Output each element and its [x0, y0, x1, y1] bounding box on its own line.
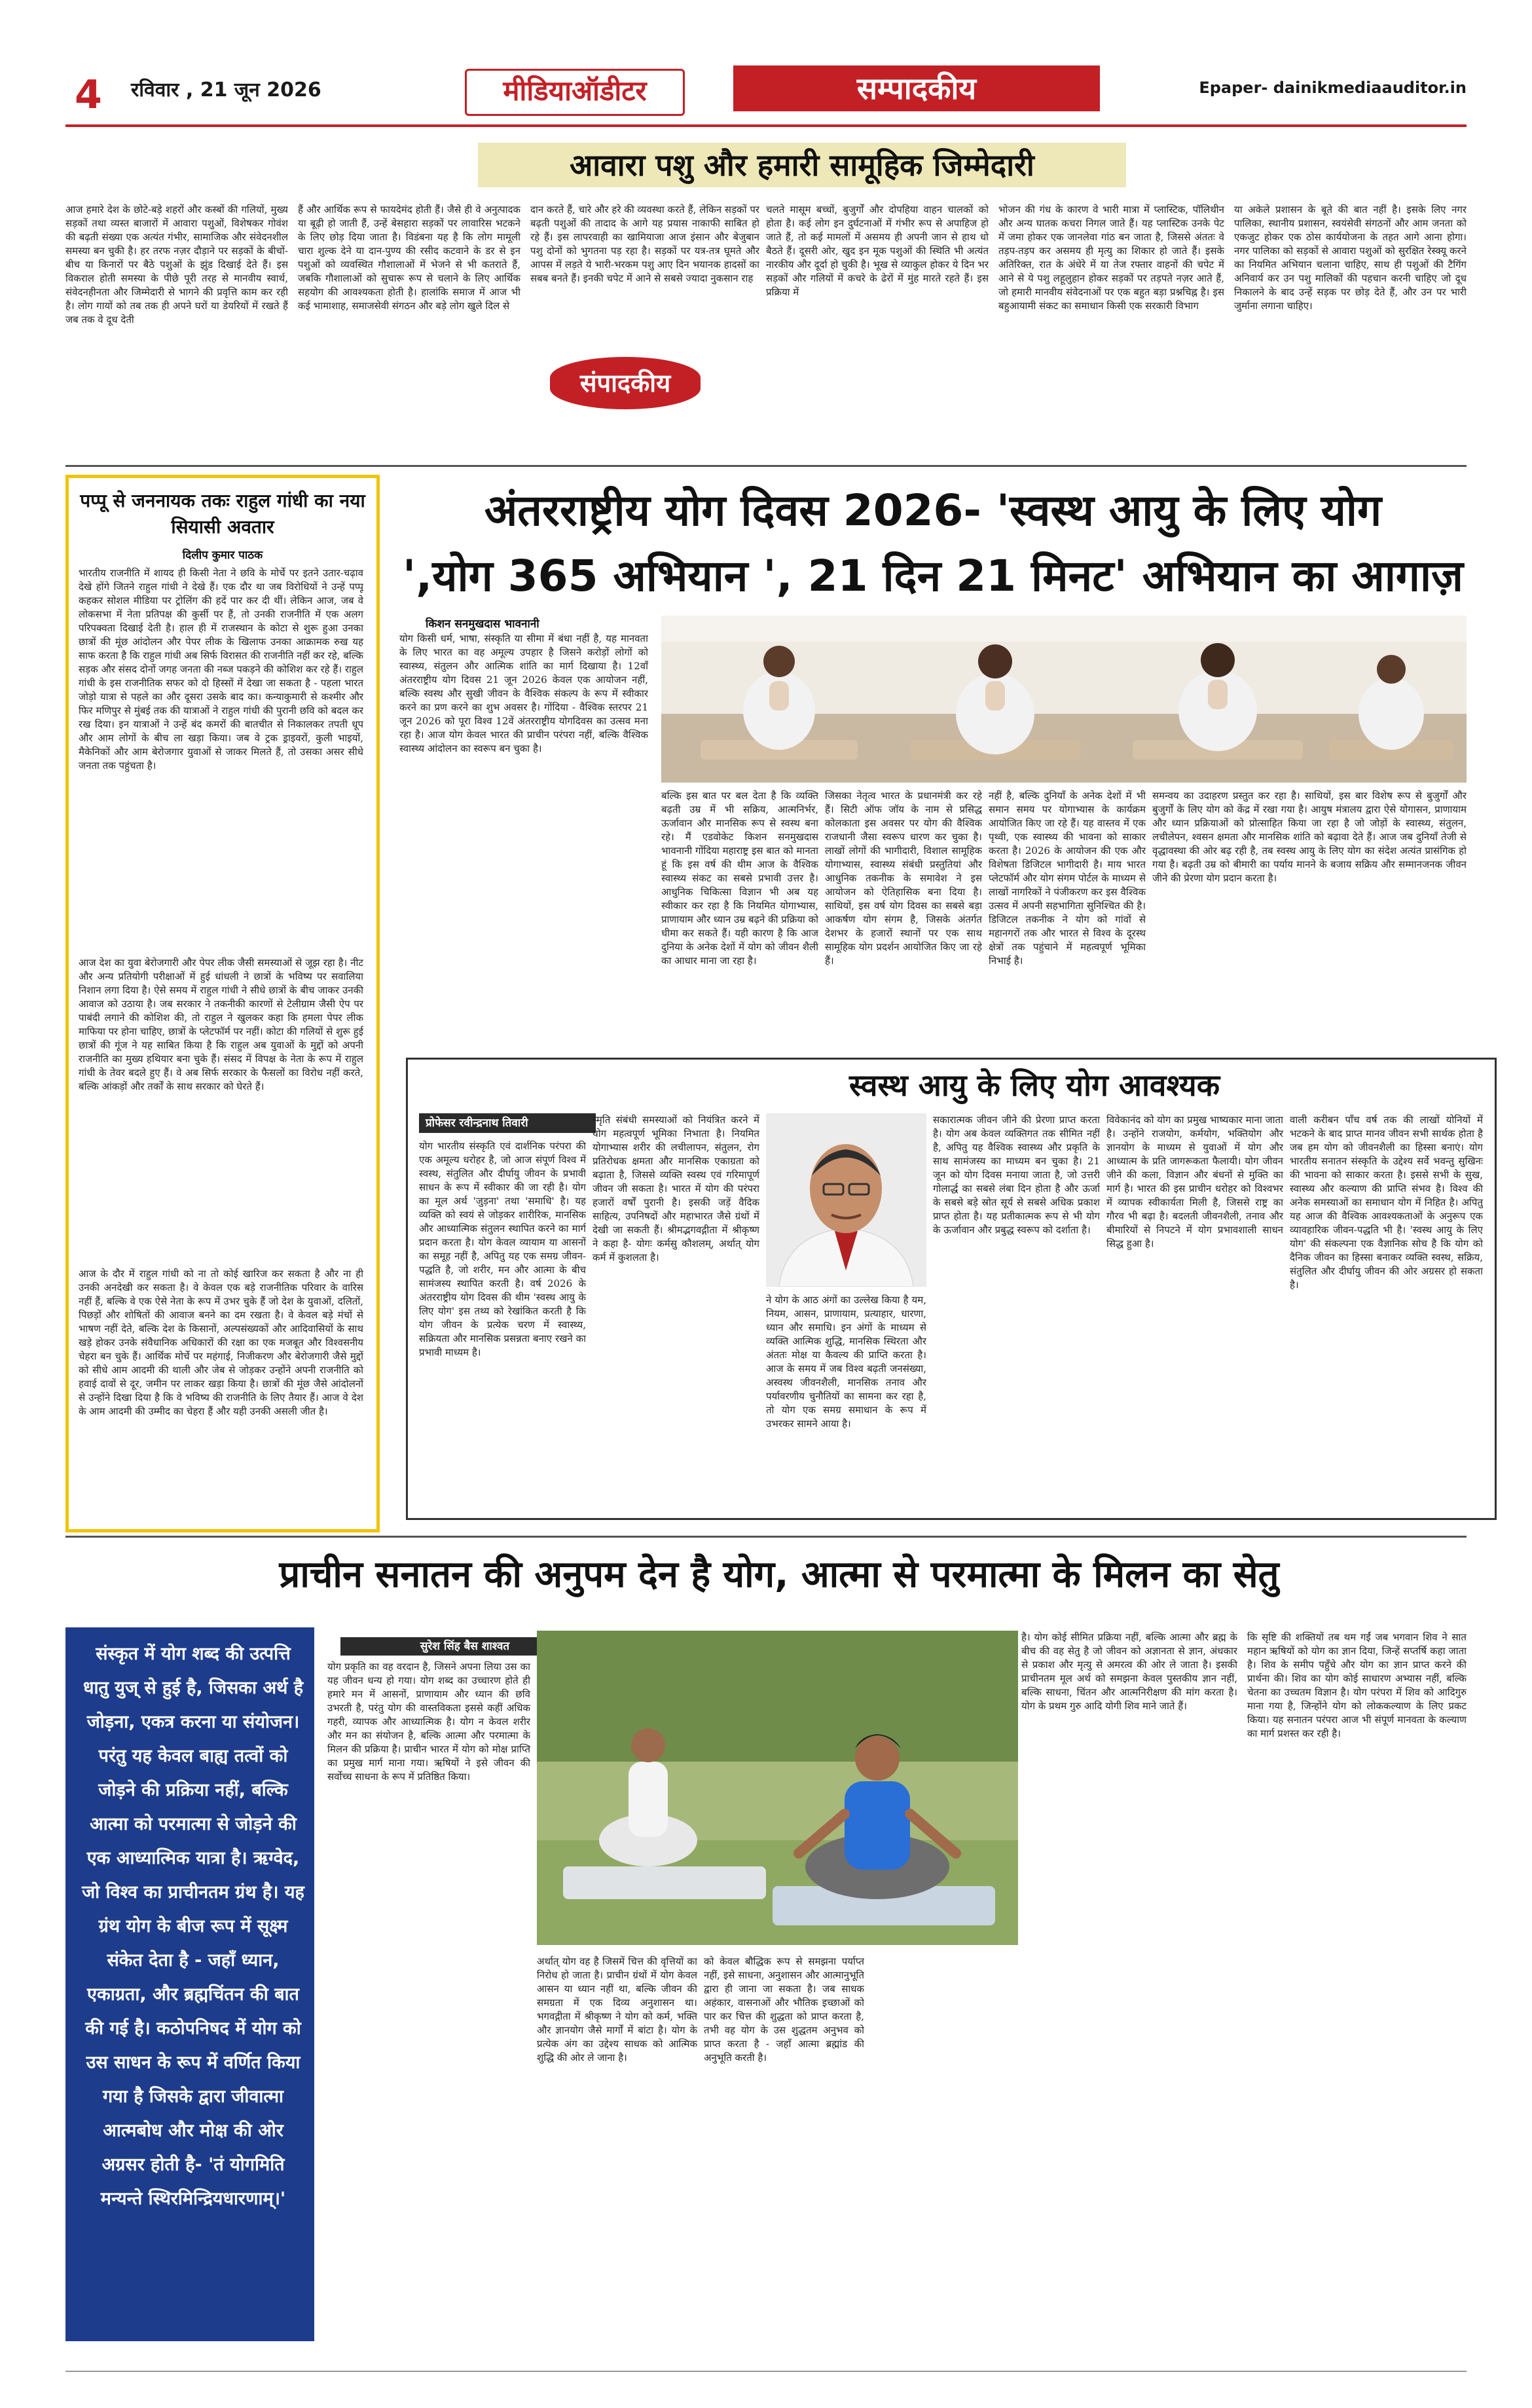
swasthya-column-e: विवेकानंद को योग का प्रमुख भाष्यकार माना जाता है। उन्होंने राजयोग, कर्मयोग, भक्तियोग और ज्ञानयोग के माध्यम से युवाओं में योग और आध्यात्म के प्रति जागरूकता फैलायी। योग जीवन जीने की कला, विज्ञान और बंधनों से मुक्ति का मार्ग है। भारत की इस प्राचीन धरोहर को विश्वभर में व्यापक स्वीकार्यता मिली है, जिससे राष्ट्र का गौरव भी बढ़ा है। बदलती जीवनशैली, तनाव और बीमारियों से निपटने में योग प्रभावशाली साधन सिद्ध हुआ है।	[1106, 1114, 1283, 1250]
editorial-column-5: भोजन की गंध के कारण वे भारी मात्रा में प्लास्टिक, पॉलिथीन और अन्य घातक कचरा निगल जाते हैं। यह प्लास्टिक उनके पेट में जमा होकर एक जानलेवा गांठ बन जाता है, जिससे अंततः वे तड़प-तड़प कर असमय ही मृत्यु का शिकार हो जाते हैं। इसके अतिरिक्त, रात के अंधेरे में या तेज रफ्तार वाहनों की चपेट में आने से ये पशु लहूलुहान होकर सड़कों पर तड़पते नज़र आते हैं, जो हमारी मानवीय संवेदनाओं पर एक बहुत बड़ा प्रश्नचिह्न है। इस बहुआयामी संकट का समाधान किसी एक सरकारी विभाग	[998, 204, 1224, 312]
sanatan-column-a: योग प्रकृति का वह वरदान है, जिसने अपना लिया उस का यह जीवन धन्य हो गया। योग शब्द का उच्चारण होते ही हमारे मन में आसनों, प्राणायाम और ध्यान की छवि उभरती है, परंतु योग की वास्तविकता इससे कहीं अधिक गहरी, व्यापक और आध्यात्मिक है। योग न केवल शरीर और मन का संयोजन है, बल्कि आत्मा और परमात्मा के मिलन की प्रक्रिया है। प्राचीन भारत में योग को मोक्ष प्राप्ति का प्रमुख मार्ग माना गया। ऋषियों ने इसे जीवन की सर्वोच्च साधना के रूप में प्रतिष्ठित किया।	[327, 1661, 530, 1783]
yoga-column-a: योग किसी धर्म, भाषा, संस्कृति या सीमा में बंधा नहीं है, यह मानवता के लिए भारत का वह अमूल्य उपहार है जिसने करोड़ों लोगों को स्वास्थ्य, संतुलन और आत्मिक शांति का मार्ग दिखाया है। 12वाँ अंतरराष्ट्रीय योग दिवस 21 जून 2026 केवल एक आयोजन नहीं, बल्कि स्वस्थ और सुखी जीवन के वैश्विक संकल्प के रूप में स्वीकार करने का प्रण करने का शुभ अवसर है। गोंदिया - वैश्विक स्तरपर 21 जून 2026 को पूरा विश्व 12वें अंतरराष्ट्रीय योगदिवस का उत्सव मना रहा है। आज योग केवल भारत की प्राचीन परंपरा नहीं, बल्कि वैश्विक स्वास्थ्य आंदोलन का स्वरूप बन चुका है।	[399, 633, 648, 754]
swasthya-column-d: सकारात्मक जीवन जीने की प्रेरणा प्राप्त करता है। योग अब केवल व्यक्तिगत तक सीमित नहीं है, अपितु यह वैश्विक स्वास्थ्य और प्रकृति के साथ सामंजस्य का माध्यम बन चुका है। 21 जून को योग दिवस मनाया जाता है, जो उत्तरी गोलार्द्ध का सबसे लंबा दिन होता है और ऊर्जा के सबसे बड़े स्रोत सूर्य से सबसे अधिक प्रकाश प्राप्त होता है। यह प्रतीकात्मक रूप से भी योग के ऊर्जावान और प्रबुद्ध स्वरूप को दर्शाता है।	[933, 1114, 1100, 1236]
sanatan-headline: प्राचीन सनातन की अनुपम देन है योग, आत्मा से परमात्मा के मिलन का सेतु	[279, 1553, 1279, 1596]
editorial-column-2: हैं और आर्थिक रूप से फायदेमंद होती हैं। जैसे ही वे अनुत्पादक या बूढ़ी हो जाती हैं, उन्हें बेसहारा सड़कों पर लावारिस भटकने के लिए छोड़ दिया जाता है। विडंबना यह है कि लोग मामूली चारा शुल्क देने या दान-पुण्य की रसीद कटवाने के डर से इन पशुओं को व्यवस्थित गौशालाओं में भेजने से भी कतराते हैं, जबकि गौशालाओं को सुचारू रूप से चलाने के लिए आर्थिक सहयोग की आवश्यकता होती है। हालांकि समाज में आज भी कई भामाशाह, समाजसेवी संगठन और बड़े लोग खुले दिल से	[298, 204, 520, 312]
footer-rule	[65, 2371, 1467, 2372]
sidebar-para-1: भारतीय राजनीति में शायद ही किसी नेता ने छवि के मोर्चे पर इतने उतार-चढ़ाव देखे होंगे जितने राहुल गांधी ने देखे हैं। एक दौर था जब विरोधियों ने उन्हें पप्पू कहकर सोशल मीडिया पर ट्रोलिंग की हदें पार कर दी थीं। लेकिन आज, जब वे लोकसभा में नेता प्रतिपक्ष की कुर्सी पर हैं, तो उनकी राजनीति में एक अलग परिपक्वता दिखाई देती है। हाल ही में राजस्थान के कोटा से शुरू हुआ उनका छात्रों की मूंछ आंदोलन और पेपर लीक के खिलाफ उनका आक्रामक रुख यह साफ करता है कि राहुल गांधी अब सिर्फ विरासत की राजनीति नहीं कर रहे, बल्कि सड़क और संसद दोनों जगह जनता की नब्ज पकड़ने की कोशिश कर रहे हैं। राहुल गांधी के इस राजनीतिक सफर को दो हिस्सों में देखा जा सकता है - पहला भारत जोड़ो यात्रा से पहले का और दूसरा उसके बाद का। कन्याकुमारी से कश्मीर और फिर मणिपुर से मुंबई तक की यात्राओं ने राहुल गांधी की पुरानी छवि को बदल कर रख दिया। इन यात्राओं ने उन्हें बंद कमरों की बातचीत से निकालकर तपती धूप और आम लोगों के बीच ला खड़ा किया। जब वे ट्रक ड्राइवरों, कुली भाइयों, मैकेनिकों और आम बेरोजगार युवाओं से जाकर मिलते हैं, तो उसका असर सीधे जनता तक पहुंचता है।	[79, 567, 363, 771]
sanatan-column-c: को केवल बौद्धिक रूप से समझना पर्याप्त नहीं, इसे साधना, अनुशासन और आत्मानुभूति द्वारा ही जाना जा सकता है। जब साधक अहंकार, वासनाओं और भौतिक इच्छाओं को पार कर चित्त की शुद्धता को प्राप्त करता है, तभी वह योग के उस शुद्धतम अनुभव को प्राप्त करता है - जहाँ आत्मा ब्रह्मांड की अनुभूति करती है।	[704, 1955, 864, 2064]
author-portrait-illustration	[766, 1113, 926, 1287]
yoga-headline-line-2: ',योग 365 अभियान ', 21 दिन 21 मिनट' अभियान का आगाज़	[402, 551, 1464, 601]
swasthya-column-a: योग भारतीय संस्कृति एवं दार्शनिक परंपरा की एक अमूल्य धरोहर है, जो आज संपूर्ण विश्व में स्वस्थ, संतुलित और दीर्घायु जीवन के प्रभावी साधन के रूप में स्वीकार की जा रही है। योग का मूल अर्थ 'जुड़ना' तथा 'समाधि' है। यह व्यक्ति को स्वयं से जोड़कर शारीरिक, मानसिक और आध्यात्मिक संतुलन स्थापित करने का मार्ग प्रदान करता है। योग केवल व्यायाम या आसनों का समूह नहीं है, अपितु यह एक समग्र जीवन-पद्धति है, जो शरीर, मन और आत्मा के बीच सामंजस्य स्थापित करती है। वर्ष 2026 के अंतरराष्ट्रीय योग दिवस की थीम 'स्वस्थ आयु के लिए योग' इस तथ्य को रेखांकित करती है कि योग जीवन के प्रत्येक चरण में स्वास्थ्य, सक्रियता और मानसिक प्रसन्नता बनाए रखने का प्रभावी माध्यम है।	[419, 1140, 586, 1358]
editorial-divider	[65, 465, 1467, 467]
editorial-column-3a: दान करते हैं, चारे और हरे की व्यवस्था करते हैं, लेकिन सड़कों पर बढ़ती पशुओं की तादाद के आगे यह प्रयास नाकाफी साबित हो रहे हैं। इस लापरवाही का खामियाजा आज इंसान और बेजुबान पशु दोनों को भुगतना पड़ रहा है। सड़कों पर यत्र-तत्र घूमते और आपस में लड़ते ये भारी-भरकम पशु आए दिन भयानक हादसों का सबब बनते हैं। इनकी चपेट में आने से सबसे ज्यादा नुकसान राह	[530, 204, 759, 284]
swasthya-headline: स्वस्थ आयु के लिए योग आवश्यक	[848, 1067, 1220, 1103]
yoga-headline-line-1: अंतरराष्ट्रीय योग दिवस 2026- 'स्वस्थ आयु के लिए योग	[484, 485, 1382, 536]
sidebar-byline: दिलीप कुमार पाठक	[182, 549, 263, 562]
editorial-headline: आवारा पशु और हमारी सामूहिक जिम्मेदारी	[478, 143, 1126, 187]
editorial-column-6: या अकेले प्रशासन के बूते की बात नहीं है। इसके लिए नगर पालिका, स्थानीय प्रशासन, स्वयंसेवी संगठनों और आम जनता को एकजुट होकर एक ठोस कार्ययोजना के तहत आगे आना होगा। नगर पालिका को सड़कों से आवारा पशुओं को सुरक्षित रेस्क्यू करने का नियमित अभियान चलाना चाहिए, साथ ही पशुओं की टैगिंग अनिवार्य कर उन पशु मालिकों की पहचान करनी चाहिए जो दूध निकालने के बाद उन्हें सड़क पर छोड़ देते हैं, और उन पर भारी जुर्माना लगाना चाहिए।	[1234, 204, 1467, 312]
swasthya-byline: प्रोफेसर रवीन्द्रनाथ तिवारी	[419, 1113, 596, 1133]
yoga-byline: किशन सनमुखदास भावनानी	[426, 618, 539, 631]
author-portrait	[766, 1113, 926, 1287]
yoga-column-d: नहीं है, बल्कि दुनियाँ के अनेक देशों में भी समान समय पर योगाभ्यास के कार्यक्रम आयोजित किए जा रहे हैं। यह वास्तव में एक पृथ्वी, एक स्वास्थ्य की भावना को साकार करता है। 2026 के आयोजन की एक और विशेषता डिजिटल भागीदारी है। माय भारत प्लेटफॉर्म और योग संगम पोर्टल के माध्यम से लाखों नागरिकों ने पंजीकरण कर इस वैश्विक उत्सव में अपनी सहभागिता सुनिश्चित की है। डिजिटल तकनीक ने योग को गांवों से महानगरों तक और भारत से विश्व के दूरस्थ क्षेत्रों तक पहुंचाने में महत्वपूर्ण भूमिका निभाई है।	[989, 790, 1146, 967]
issue-date: रविवार , 21 जून 2026	[131, 79, 321, 102]
editorial-column-1: आज हमारे देश के छोटे-बड़े शहरों और कस्बों की गलियों, मुख्य सड़कों तथा व्यस्त बाजारों में आवारा पशुओं, विशेषकर गोवंश की बढ़ती संख्या एक अत्यंत गंभीर, सामाजिक और संवेदनशील समस्या बन चुकी है। हर तरफ नज़र दौड़ाने पर सड़कों के बीचों-बीच या किनारों पर बैठे पशुओं के झुंड दिखाई देते हैं। इस विकराल होती समस्या के पीछे पूरी तरह से मानवीय स्वार्थ, संवेदनहीनता और जिम्मेदारी से भागने की प्रवृत्ति काम कर रही है। लोग गायों को तब तक ही अपने घरों या डेयरियों में रखते हैं जब तक वे दूध देती	[65, 204, 288, 325]
editorial-column-4: चलते मासूम बच्चों, बुजुर्गों और दोपहिया वाहन चालकों को होता है। कई लोग इन दुर्घटनाओं में गंभीर रूप से अपाहिज हो जाते हैं, तो कई मामलों में असमय ही अपनी जान से हाथ धो बैठते हैं। दूसरी ओर, खुद इन मूक पशुओं की स्थिति भी अत्यंत नारकीय और दूर्दा हो चुकी है। भूख से व्याकुल होकर ये दिन भर सड़कों और गलियों में कचरे के ढेरों में मुंह मारते रहते हैं। इस प्रक्रिया में	[766, 204, 989, 298]
section-banner: सम्पादकीय	[733, 65, 1100, 111]
sanatan-column-d: है। योग कोई सीमित प्रक्रिया नहीं, बल्कि आत्मा और ब्रह्म के बीच की वह सेतु है जो जीवन को अज्ञानता से ज्ञान, अंधकार से प्रकाश और मृत्यु से अमरत्व की ओर ले जाता है। इसकी प्राचीनतम मूल अर्थ को समझना केवल पुस्तकीय ज्ञान नहीं, बल्कि साधना, चिंतन और आत्मनिरीक्षण की मांग करता है। योग के प्रथम गुरु आदि योगी शिव माने जाते हैं।	[1021, 1631, 1237, 1712]
header-rule	[65, 124, 1467, 127]
sanatan-byline: सुरेश सिंह बैस शाश्वत	[340, 1637, 589, 1656]
editorial-badge: संपादकीय	[550, 357, 701, 409]
yoga-column-e: समन्वय का उदाहरण प्रस्तुत कर रहा है। साथियों, इस बार विशेष रूप से बुजुर्गों और बुजुर्गों के लिए योग को केंद्र में रखा गया है। आयुष मंत्रालय द्वारा ऐसे योगासन, प्राणायाम और ध्यान प्रक्रियाओं को प्रोत्साहित किया जा रहा है जो जोड़ों के स्वास्थ्य, संतुलन, लचीलेपन, श्वसन क्षमता और मानसिक शांति को बढ़ावा देते हैं। आज जब दुनियाँ तेजी से वृद्धावस्था की ओर बढ़ रही है, तब स्वस्थ आयु के लिए योग का संदेश अत्यंत प्रासंगिक हो गया है। बढ़ती उम्र को बीमारी का पर्याय मानने के बजाय सक्रिय और सम्मानजनक जीवन जीने की प्रेरणा योग प्रदान करता है।	[1152, 790, 1467, 884]
meditation-illustration	[537, 1631, 1018, 1945]
yoga-column-b: बल्कि इस बात पर बल देता है कि व्यक्ति बढ़ती उम्र में भी सक्रिय, आत्मनिर्भर, ऊर्जावान और मानसिक रूप से स्वस्थ बना रहे। मैं एडवोकेट किशन सनमुखदास भावनानी गोंदिया महाराष्ट्र इस बात को मानता हूं कि इस वर्ष की थीम आज के वैश्विक स्वास्थ्य संकट का सबसे प्रभावी उत्तर है। आधुनिक चिकित्सा विज्ञान भी अब यह स्वीकार कर रहा है कि नियमित योगाभ्यास, प्राणायाम और ध्यान उम्र बढ़ने की प्रक्रिया को धीमा कर सकते हैं। यही कारण है कि आज दुनिया के अनेक देशों में योग को जीवन शैली का आधार माना जा रहा है।	[661, 790, 818, 967]
sanatan-column-b: अर्थात् योग वह है जिसमें चित्त की वृत्तियों का निरोध हो जाता है। प्राचीन ग्रंथों में योग केवल आसन या ध्यान नहीं था, बल्कि जीवन की समग्रता में एक दिव्य अनुशासन था। भगवद्गीता में श्रीकृष्ण ने योग को कर्म, भक्ति और ज्ञानयोग जैसे मार्गों में बांटा है। योग के प्रत्येक अंग का उद्देश्य साधक को आत्मिक शुद्धि की ओर ले जाना है।	[537, 1955, 697, 2064]
pull-quote-text: संस्कृत में योग शब्द की उत्पत्ति धातु युज् से हुई है, जिसका अर्थ है जोड़ना, एकत्र करना या संयोजन। परंतु यह केवल बाह्य तत्वों को जोड़ने की प्रक्रिया नहीं, बल्कि आत्मा को परमात्मा से जोड़ने की एक आध्यात्मिक यात्रा है। ऋग्वेद, जो विश्व का प्राचीनतम ग्रंथ है। यह ग्रंथ योग के बीज रूप में सूक्ष्म संकेत देता है - जहाँ ध्यान, एकाग्रता, और ब्रह्मचिंतन की बात की गई है। कठोपनिषद में योग को उस साधन के रूप में वर्णित किया गया है जिसके द्वारा जीवात्मा आत्मबोध और मोक्ष की ओर अग्रसर होती है- 'तं योगमिति मन्यन्ते स्थिरमिन्द्रियधारणाम्।'	[82, 1644, 304, 2209]
swasthya-column-c: ने योग के आठ अंगों का उल्लेख किया है यम, नियम, आसन, प्राणायाम, प्रत्याहार, धारणा, ध्यान और समाधि। इन अंगों के माध्यम से व्यक्ति आत्मिक शुद्धि, मानसिक स्थिरता और अंततः मोक्ष या कैवल्य की प्राप्ति करता है। आज के समय में जब विश्व बढ़ती जनसंख्या, अस्वस्थ जीवनशैली, मानसिक तनाव और पर्यावरणीय चुनौतियों का सामना कर रहा है, तो योग एक समग्र समाधान के रूप में उभरकर सामने आया है।	[766, 1294, 926, 1430]
epaper-link[interactable]: Epaper- dainikmediaauditor.in	[1199, 79, 1467, 97]
yoga-class-illustration	[661, 616, 1467, 783]
yoga-class-photo	[661, 616, 1467, 783]
meditation-photo	[537, 1631, 1018, 1945]
swasthya-column-f: वाली करीबन पाँच वर्ष तक की लाखों योनियों में भटकने के बाद प्राप्त मानव जीवन सभी सार्थक होता है जब हम योग को जीवनशैली का हिस्सा बनाएं। योग भारतीय सनातन संस्कृति के उद्देश्य सर्वे भवन्तु सुखिनः की भावना को साकार करता है। इससे सभी के सुख, स्वास्थ्य और कल्याण की प्राप्ति संभव है। विश्व की अनेक समस्याओं का समाधान योग में निहित है। अपितु यह आज की वैश्विक आवश्यकताओं के अनुरूप एक व्यावहारिक जीवन-पद्धति भी है। 'स्वस्थ आयु के लिए योग' की संकल्पना एक वैज्ञानिक सोच है कि योग को दैनिक जीवन का हिस्सा बनाकर व्यक्ति स्वस्थ, सक्रिय, संतुलित और दीर्घायु जीवन की ओर अग्रसर हो सकता है।	[1290, 1114, 1483, 1291]
swasthya-column-b: स्मृति संबंधी समस्याओं को नियंत्रित करने में योग महत्वपूर्ण भूमिका निभाता है। नियमित योगाभ्यास शरीर की लचीलापन, संतुलन, रोग प्रतिरोधक क्षमता और मानसिक एकाग्रता को बढ़ाता है, जिससे व्यक्ति स्वस्थ एवं गरिमापूर्ण जीवन जी सकता है। भारत में योग की परंपरा हजारों वर्षों पुरानी है। इसकी जड़ें वैदिक साहित्य, उपनिषदों और महाभारत जैसे ग्रंथों में देखी जा सकती हैं। श्रीमद्भगवद्गीता में श्रीकृष्ण ने कहा है- योगः कर्मसु कौशलम्, अर्थात् योग कर्म में कुशलता है।	[593, 1114, 759, 1263]
sidebar-para-2: आज देश का युवा बेरोजगारी और पेपर लीक जैसी समस्याओं से जूझ रहा है। नीट और अन्य प्रतियोगी परीक्षाओं में हुई धांधली ने छात्रों के भविष्य पर सवालिया निशान लगा दिया है। ऐसे समय में राहुल गांधी ने सीधे छात्रों के बीच जाकर उनकी आवाज को उठाया है। जब सरकार ने तकनीकी कारणों से टेलीग्राम जैसी ऐप पर पाबंदी लगाने की कोशिश की, तो राहुल ने खुलकर कहा कि हमला पेपर लीक माफिया पर होना चाहिए, छात्रों के प्लेटफॉर्म पर नहीं। कोटा की गलियों से शुरू हुई छात्रों की गूंज ने यह साबित किया है कि राहुल अब युवाओं के मुद्दों को अपनी राजनीति का मुख्य हथियार बना चुके हैं। संसद में विपक्ष के नेता के रूप में राहुल गांधी के तेवर बदले हुए हैं। वे अब सिर्फ सरकार के फैसलों का विरोध नहीं करते, बल्कि आंकड़ों और तर्कों के साथ सरकार को घेरते हैं।	[79, 957, 363, 1092]
yoga-column-c: जिसका नेतृत्व भारत के प्रधानमंत्री कर रहे हैं। सिटी ऑफ जॉय के नाम से प्रसिद्ध कोलकाता इस अवसर पर योग की वैश्विक राजधानी जैसा स्वरूप धारण कर चुका है। लाखों लोगों की भागीदारी, विशाल सामूहिक योगाभ्यास, स्वास्थ्य संबंधी प्रस्तुतियां और आधुनिक तकनीक के समावेश ने इस आयोजन को ऐतिहासिक बना दिया है। साथियों, इस वर्ष योग दिवस का सबसे बड़ा आकर्षण योग संगम है, जिसके अंतर्गत देशभर के हजारों स्थानों पर एक साथ सामूहिक योग प्रदर्शन आयोजित किए जा रहे हैं।	[825, 790, 982, 967]
sidebar-headline: पप्पू से जननायक तकः राहुल गांधी का नया सियासी अवतार	[80, 490, 365, 538]
page-number: 4	[75, 72, 102, 118]
sanatan-column-e: कि सृष्टि की शक्तियों तब थम गईं जब भगवान शिव ने सात महान ऋषियों को योग का ज्ञान दिया, जिन्हें सप्तर्षि कहा जाता है। शिव के समीप पहुँचे और योग का ज्ञान प्राप्त करने की प्रार्थना की। शिव का योग कोई साधारण अभ्यास नहीं, बल्कि चेतना का उच्चतम विज्ञान है। योग परंपरा में शिव को आदिगुरु माना गया है, जिन्होंने योग को लोककल्याण के लिए प्रकट किया। यह सनातन परंपरा आज भी संपूर्ण मानवता के कल्याण का मार्ग प्रशस्त कर रही है।	[1247, 1631, 1467, 1739]
section-divider	[65, 1536, 1467, 1538]
masthead-logo: मीडियाऑडीटर	[465, 69, 685, 116]
sidebar-para-3: आज के दौर में राहुल गांधी को ना तो कोई खारिज कर सकता है और ना ही उनकी अनदेखी कर सकता है। वे केवल एक बड़े राजनीतिक परिवार के वारिस नहीं हैं, बल्कि वे एक ऐसे नेता के रूप में उभर चुके हैं जो देश के युवाओं, दलितों, पिछड़ों और शोषितों की आवाज बनने का दम रखता है। वे केवल बड़े मंचों से भाषण नहीं देते, बल्कि देश के किसानों, अल्पसंख्यकों और आदिवासियों के साथ खड़े होकर उनके संवैधानिक अधिकारों की रक्षा का एक मजबूत और विश्वसनीय चेहरा बन चुके हैं। आर्थिक मोर्चे पर महंगाई, निजीकरण और बेरोजगारी जैसे मुद्दों को सीधे आम आदमी की थाली और जेब से जोड़कर उन्होंने अपनी राजनीति को हवाई दावों से दूर, जमीन पर लाकर खड़ा किया है। छात्रों की मूंछ जैसे आंदोलनों से उन्होंने दिखा दिया है कि वे भविष्य की राजनीति के लिए तैयार हैं। आज वे देश के आम आदमी की उम्मीद का चेहरा हैं और यही उनकी असली जीत है।	[79, 1268, 363, 1417]
